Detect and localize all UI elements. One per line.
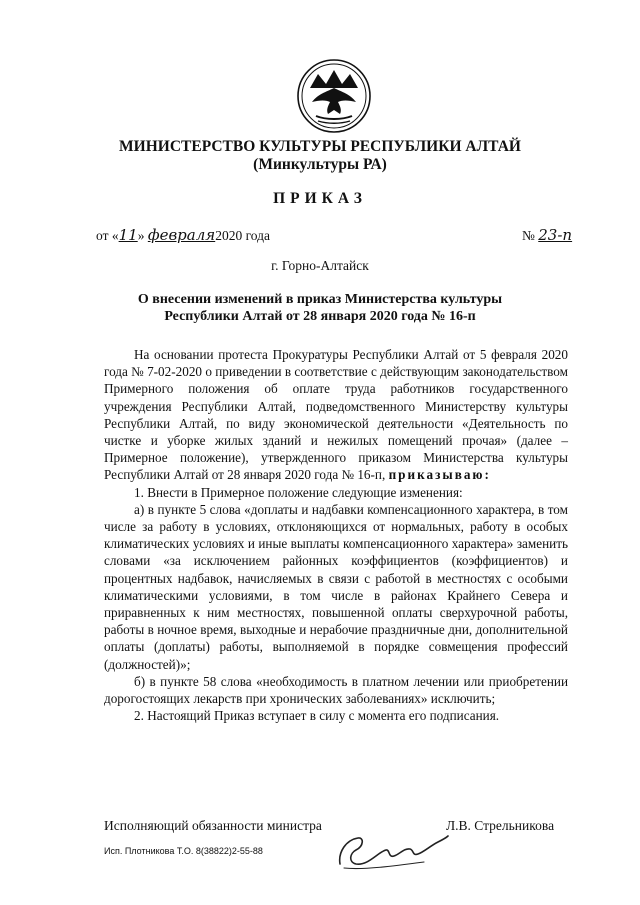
- date-month: февраля: [147, 226, 216, 244]
- number-value: 23-п: [538, 226, 573, 244]
- signer-name: Л.В. Стрельникова: [446, 818, 555, 833]
- city: г. Горно-Алтайск: [271, 258, 369, 273]
- date-year: 2020 года: [215, 228, 271, 243]
- signer-position: Исполняющий обязанности министра: [104, 818, 322, 833]
- order-number: [522, 226, 572, 244]
- ministry-short-name: (Минкультуры РА): [253, 156, 387, 173]
- item-1: 1. Внести в Примерное положение следующие изменения:: [134, 484, 463, 500]
- ministry-name: МИНИСТЕРСТВО КУЛЬТУРЫ РЕСПУБЛИКИ АЛТАЙ: [119, 138, 521, 155]
- item-1b: б) в пункте 58 слова «необходимость в платном лечении или приобретении дорогостоящих лекарств при хронических заболеваниях» исключить;: [104, 673, 568, 707]
- item-1a: а) в пункте 5 слова «доплаты и надбавки компенсационного характера, в том числе за работу в условиях, отклоняющихся от нормальных, работу в особых климатических условиях и иные выплаты компенсационного характера» заменить словами «за исключением районных коэффициентов (коэффициентов) и процентных надбавок, начисляемых в связи с работой в местностях с особыми климатическими условиями, в том числе в районах Крайнего Севера и приравненных к ним местностях, повышенной оплаты сверхурочной работы, работы в ночное время, выходные и нерабочие праздничные дни, дополнительной оплаты (доплаты) работы, выполняемой в порядке совмещения профессий (должностей)»;: [104, 501, 568, 672]
- republic-altai-emblem-icon: [296, 58, 372, 134]
- date-prefix: от «: [96, 228, 119, 243]
- intro-text: На основании протеста Прокуратуры Республики Алтай от 5 февраля 2020 года № 7-02-2020 о приведении в соответствие с действующим законодательством Примерного положения об оплате труда работников государственного учреждения Республики Алтай, подведомственного Министерству культуры Республики Алтай, по виду экономической деятельности «Деятельность по чистке и уборке жилых зданий и нежилых помещений прочая» (далее – Примерное положение), утвержденного приказом Министерства культуры Республики Алтай от 28 января 2020 года № 16-п,: [104, 347, 568, 483]
- intro-paragraph: [104, 346, 568, 484]
- executor-contact: Исп. Плотникова Т.О. 8(38822)2-55-88: [104, 846, 263, 856]
- order-date: [96, 226, 270, 244]
- date-mid: »: [137, 228, 148, 243]
- order-title-line2: Республики Алтай от 28 января 2020 года № 16-п: [164, 309, 476, 324]
- handwritten-signature-icon: [334, 818, 452, 876]
- item-2: 2. Настоящий Приказ вступает в силу с момента его подписания.: [134, 708, 500, 724]
- document-type: ПРИКАЗ: [273, 190, 367, 207]
- order-body: [104, 346, 568, 724]
- date-day: 11: [118, 226, 138, 244]
- order-verb: приказываю:: [388, 467, 491, 483]
- order-title-line1: О внесении изменений в приказ Министерства культуры: [137, 292, 503, 307]
- number-prefix: №: [522, 228, 539, 243]
